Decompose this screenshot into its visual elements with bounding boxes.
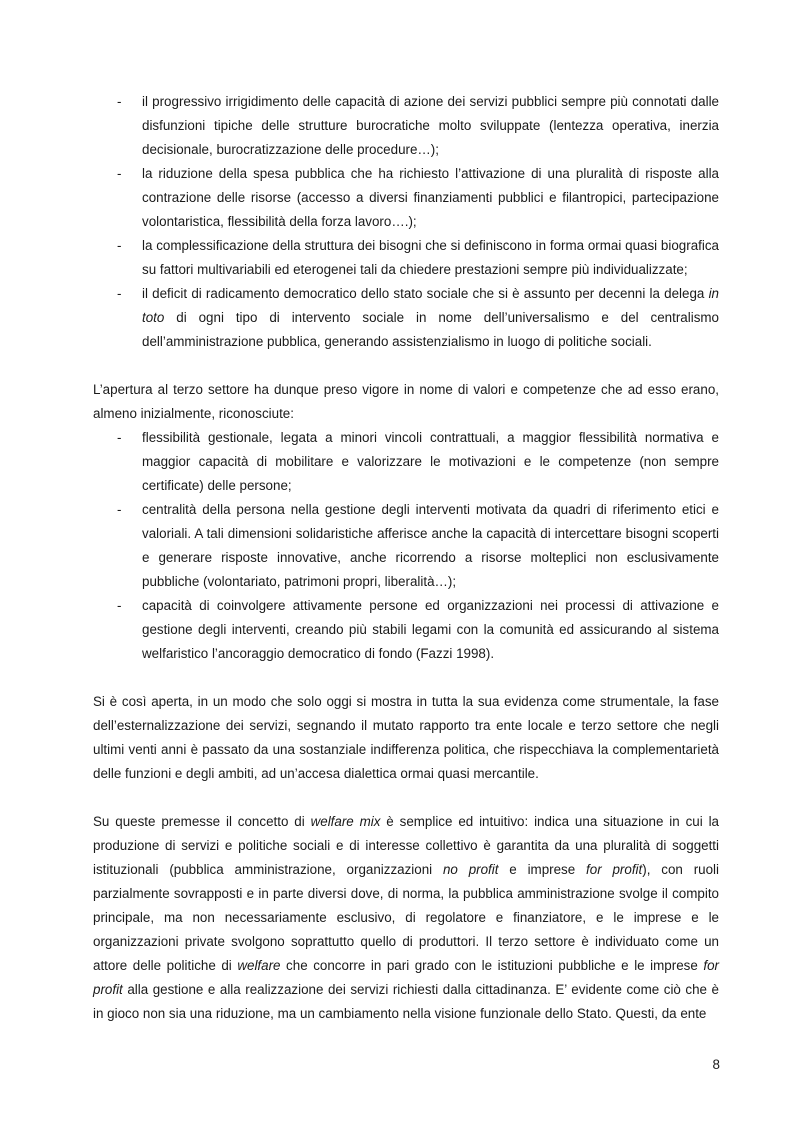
list-item-text: il progressivo irrigidimento delle capacità di azione dei servizi pubblici sempre più connotati dalle disfunzioni tipiche delle strutture burocratiche molto sviluppate (lentezza operativa, inerzia decisionale, burocratizzazione delle procedure…); (142, 94, 719, 157)
list-item (93, 498, 719, 594)
paragraph-intro-third-sector: L’apertura al terzo settore ha dunque preso vigore in nome di valori e competenze che ad esso erano, almeno inizialmente, riconosciute: (93, 382, 719, 421)
italic-term: for profit (586, 862, 643, 877)
list-item-text: centralità della persona nella gestione degli interventi motivata da quadri di riferimento etici e valoriali. A tali dimensioni solidaristiche afferisce anche la capacità di intercettare bisogni scoperti e generare risposte innovative, anche ricorrendo a risorse molteplici non esclusivamente pubbliche (volontariato, patrimoni propri, liberalità…); (142, 502, 719, 589)
list-item-text: la complessificazione della struttura dei bisogni che si definiscono in forma ormai quasi biografica su fattori multivariabili ed eterogenei tali da chiedere prestazioni sempre più individualizzate; (142, 238, 719, 277)
paragraph-text: ), con ruoli parzialmente sovrapposti e in parte diversi dove, di norma, la pubblica amministrazione svolge il compito principale, ma non necessariamente esclusivo, di regolatore e finanziatore, e le imprese e le organizzazioni private svolgono soprattutto quello di produttori. Il terzo settore è individuato come un attore delle politiche di (93, 862, 719, 973)
italic-term: welfare mix (310, 814, 381, 829)
list-item-text: flessibilità gestionale, legata a minori vincoli contrattuali, a maggior flessibilità normativa e maggior capacità di mobilitare e valorizzare le motivazioni e le competenze (non sempre certificate) delle persone; (142, 430, 719, 493)
list-item (93, 234, 719, 282)
list-item-text: di ogni tipo di intervento sociale in nome dell’universalismo e del centralismo dell’amministrazione pubblica, generando assistenzialismo in luogo di politiche sociali. (142, 310, 719, 349)
paragraph-welfare-mix (93, 810, 719, 1026)
dash-bullet: - (117, 238, 122, 253)
dash-bullet: - (117, 430, 122, 445)
italic-term: welfare (237, 958, 281, 973)
list-item-text: il deficit di radicamento democratico dello stato sociale che si è assunto per decenni la delega (142, 286, 709, 301)
paragraph-text: e imprese (498, 862, 587, 877)
paragraph-externalization: Si è così aperta, in un modo che solo oggi si mostra in tutta la sua evidenza come strumentale, la fase dell’esternalizzazione dei servizi, segnando il mutato rapporto tra ente locale e terzo settore che negli ultimi venti anni è passato da una sostanziale indifferenza politica, che rispecchiava la complementarietà delle funzioni e degli ambiti, ad un’accesa dialettica ormai quasi mercantile. (93, 694, 719, 781)
list-item (93, 426, 719, 498)
page-number: 8 (712, 1057, 720, 1072)
paragraph-text: alla gestione e alla realizzazione dei servizi richiesti dalla cittadinanza. E’ evidente come ciò che è in gioco non sia una riduzione, ma un cambiamento nella visione funzionale dello Stato. Questi, da ente (93, 982, 719, 1021)
dash-bullet: - (117, 94, 122, 109)
dash-bullet: - (117, 166, 122, 181)
dash-bullet: - (117, 286, 122, 301)
paragraph-text: che concorre in pari grado con le istituzioni pubbliche e le imprese (280, 958, 704, 973)
list-item (93, 162, 719, 234)
dash-bullet: - (117, 502, 122, 517)
italic-term: in toto (142, 286, 719, 325)
list-item (93, 282, 719, 354)
italic-term: no profit (442, 862, 499, 877)
list-item-text: capacità di coinvolgere attivamente persone ed organizzazioni nei processi di attivazione e gestione degli interventi, creando più stabili legami con la comunità ed assicurando al sistema welfaristico l’ancoraggio democratico di fondo (Fazzi 1998). (142, 598, 719, 661)
paragraph-text: è semplice ed intuitivo: indica una situazione in cui la produzione di servizi e politiche sociali e di interesse collettivo è garantita da una pluralità di soggetti istituzionali (pubblica amministrazione, organizzazioni (93, 814, 719, 877)
list-item (93, 594, 719, 666)
italic-term: for profit (93, 958, 719, 997)
bullet-list-values (93, 426, 719, 666)
bullet-list-problems (93, 90, 719, 354)
document-page (93, 90, 719, 1026)
dash-bullet: - (117, 598, 122, 613)
list-item (93, 90, 719, 162)
list-item-text: la riduzione della spesa pubblica che ha richiesto l’attivazione di una pluralità di risposte alla contrazione delle risorse (accesso a diversi finanziamenti pubblici e filantropici, partecipazione volontaristica, flessibilità della forza lavoro….); (142, 166, 719, 229)
paragraph-text: Su queste premesse il concetto di (93, 814, 311, 829)
